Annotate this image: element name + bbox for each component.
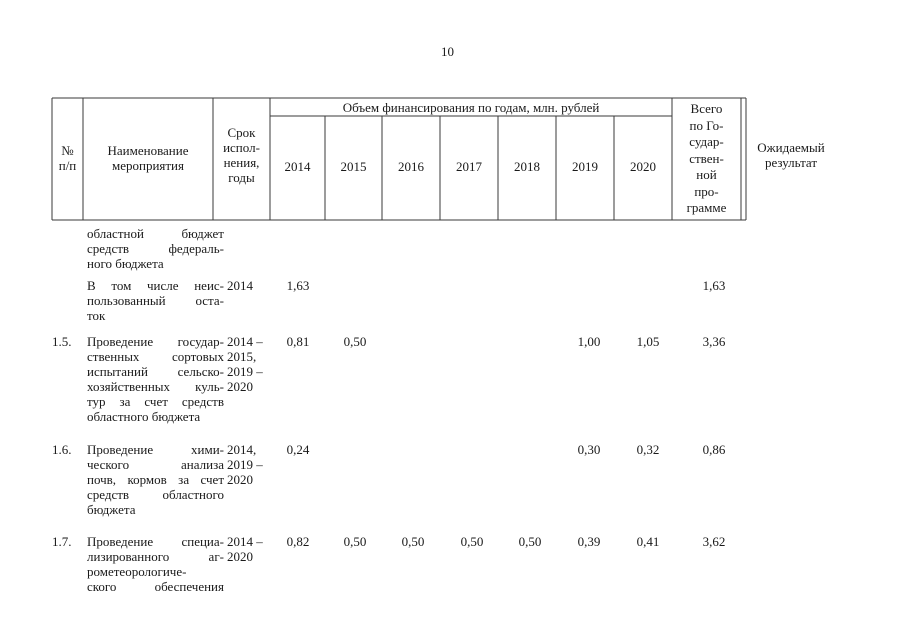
table-row-number: 1.6.: [52, 442, 72, 457]
table-row-number: 1.5.: [52, 334, 72, 349]
table-cell-2019: 0,30: [577, 442, 601, 457]
header-financing-group: Объем финансирования по годам, млн. рублей: [342, 100, 600, 115]
table-cell-2019: 1,00: [577, 334, 601, 349]
table-cell-total: 3,36: [702, 334, 726, 349]
header-name: Наименование мероприятия: [107, 143, 189, 173]
table-row-name: В том числе неис- пользованный оста- ток: [87, 278, 224, 323]
table-cell-2018: 0,50: [518, 534, 542, 549]
header-year: 2016: [398, 159, 424, 174]
table-cell-2014: 0,81: [286, 334, 310, 349]
table-row-name: Проведение хими- ческого анализа почв, кормов за счет средств областного бюджета: [87, 442, 224, 517]
table-cell-total: 3,62: [702, 534, 726, 549]
header-year: 2018: [514, 159, 540, 174]
table-cell-2020: 0,41: [636, 534, 660, 549]
header-year: 2017: [456, 159, 482, 174]
table-cell-2020: 0,32: [636, 442, 660, 457]
table-cell-2015: 0,50: [343, 334, 367, 349]
table-cell-total: 0,86: [702, 442, 726, 457]
table-cell-2014: 0,82: [286, 534, 310, 549]
header-result: Ожидаемый результат: [757, 140, 825, 170]
header-year: 2014: [284, 159, 311, 174]
table-cell-2015: 0,50: [343, 534, 367, 549]
table-row-name: Проведение государ- ственных сортовых испытаний сельско- хозяйственных куль- тур за счет средств областного бюджета: [87, 334, 224, 424]
header-year: 2015: [340, 159, 367, 174]
header-term: Срок испол- нения, годы: [223, 125, 260, 185]
header-year: 2019: [572, 159, 598, 174]
table-row-term: 2014 – 2020: [227, 534, 263, 564]
table-cell-total: 1,63: [702, 278, 726, 293]
table-row-term: 2014, 2019 – 2020: [227, 442, 263, 487]
table-cell-2014: 1,63: [286, 278, 310, 293]
table-cell-2016: 0,50: [401, 534, 425, 549]
table-cell-2019: 0,39: [577, 534, 601, 549]
header-number: № п/п: [58, 143, 77, 173]
table-cell-2014: 0,24: [286, 442, 310, 457]
table-row-name: областной бюджет средств федераль- ного бюджета: [87, 226, 224, 271]
table-row-term: 2014: [227, 278, 253, 293]
table-cell-2017: 0,50: [460, 534, 484, 549]
table-cell-2020: 1,05: [636, 334, 660, 349]
header-total: Всего по Го- судар- ствен- ной про- грамме: [686, 101, 727, 215]
table-row-number: 1.7.: [52, 534, 72, 549]
page-number: 10: [441, 44, 454, 59]
table-row-term: 2014 – 2015, 2019 – 2020: [227, 334, 263, 394]
table-row-name: Проведение специа- лизированного аг- рометеорологиче- ского обеспечения: [87, 534, 224, 594]
header-year: 2020: [630, 159, 656, 174]
